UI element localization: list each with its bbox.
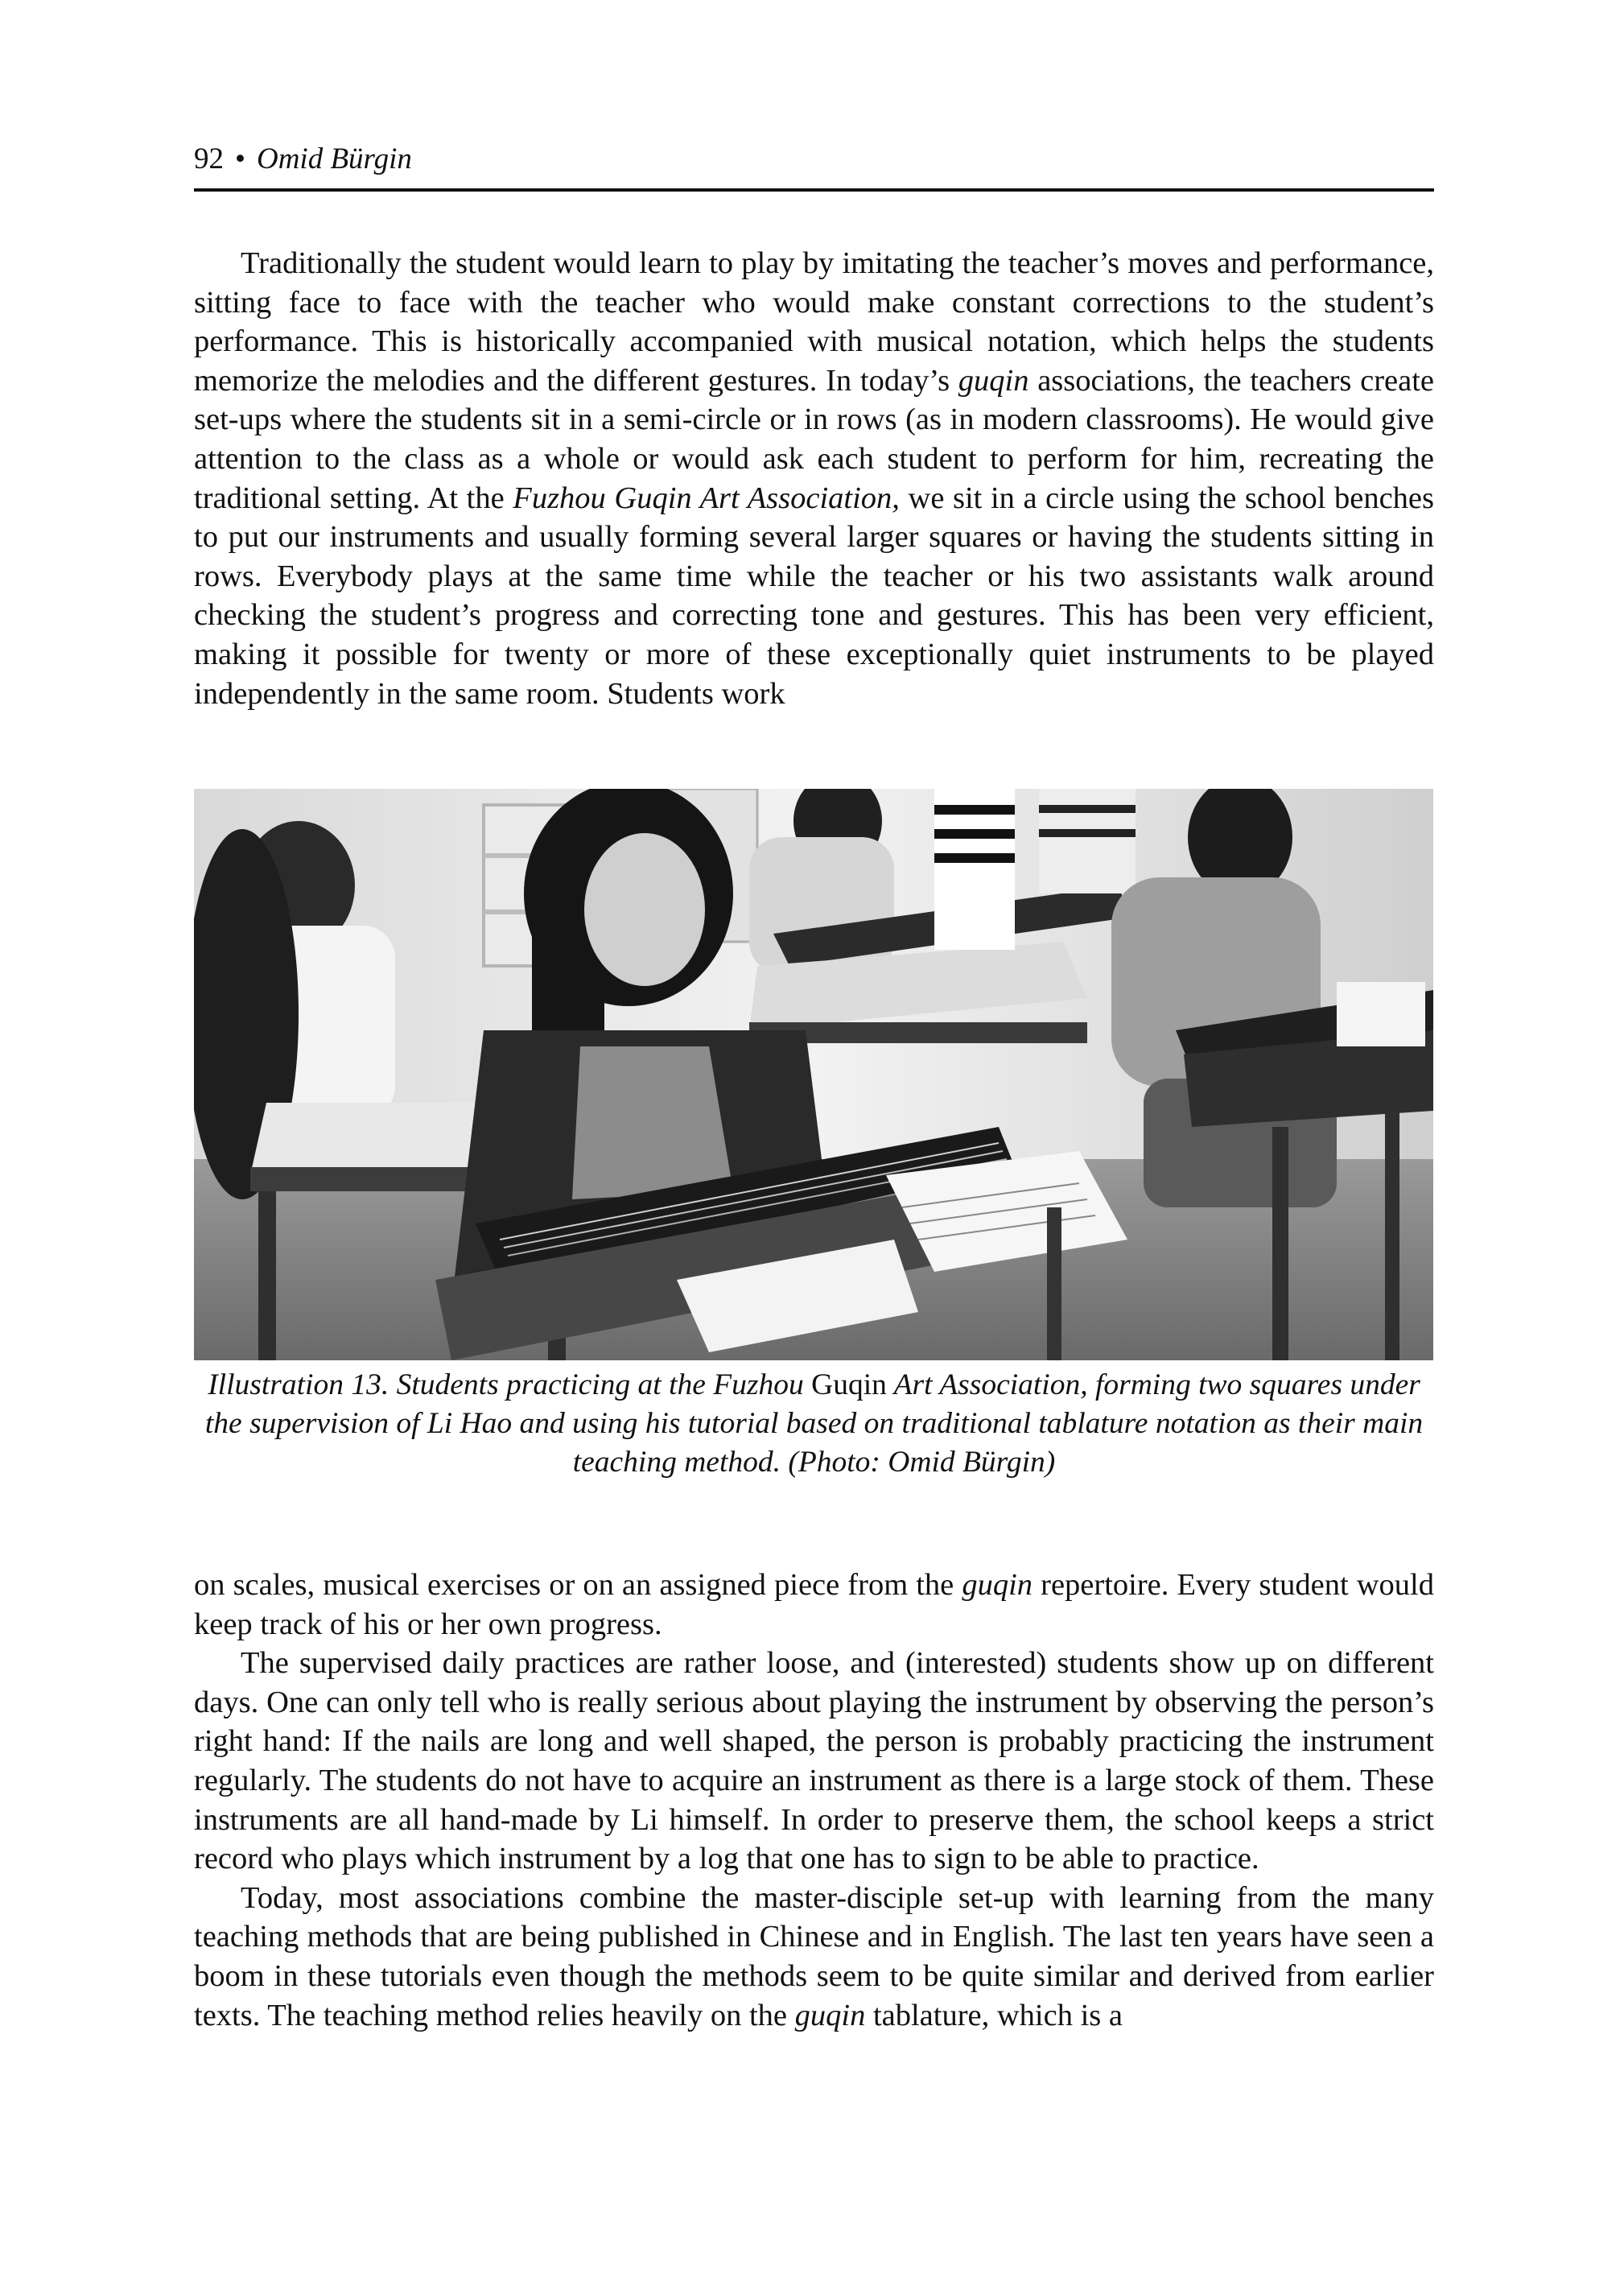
paragraph-4-text-b: tablature, which is a <box>865 1998 1123 2032</box>
body-text-bottom <box>194 1566 1434 2035</box>
paragraph-2-text-a: on scales, musical exercises or on an assigned piece from the <box>194 1568 962 1602</box>
paragraph-1-text-c: we sit in a circle using the school benches to put our instruments and usually forming several larger squares or having the students sitting in rows. Everybody plays at the same time while the teacher or his two assistants walk around checking the student’s progress and correcting tone and gestures. This has been very efficient, making it possible for twenty or more of these exceptionally quiet instruments to be played independently in the same room. Students work <box>194 481 1434 711</box>
paragraph-4 <box>194 1879 1434 2035</box>
running-head-author: Omid Bürgin <box>256 142 412 175</box>
association-name: Fuzhou Guqin Art Association, <box>513 481 900 515</box>
guqin-term: guqin <box>958 363 1029 398</box>
guqin-term: guqin <box>962 1568 1033 1602</box>
paragraph-2 <box>194 1566 1434 1644</box>
header-rule <box>194 188 1434 192</box>
figure-caption <box>194 1366 1434 1482</box>
caption-text-a: Illustration 13. Students practicing at the Fuzhou <box>208 1368 812 1401</box>
header-separator: • <box>235 142 245 175</box>
running-header <box>194 135 1434 187</box>
classroom-photo <box>194 789 1433 1360</box>
guqin-term: guqin <box>794 1998 866 2032</box>
paragraph-1-text-a: Traditionally the student would learn to play by imitating the teacher’s moves and performance, sitting face to face with the teacher who would make constant corrections to the student’s performance. This is historically accompanied with musical notation, which helps the students memorize the melodies and the different gestures. In today’s <box>194 246 1434 398</box>
body-text-top <box>194 244 1434 713</box>
paragraph-2-text-b: repertoire. Every student would keep track of his or her own progress. <box>194 1568 1434 1641</box>
photo-illustration <box>194 789 1433 1360</box>
caption-guqin: Guqin <box>811 1368 887 1401</box>
caption-text-b: Art Association, forming two squares under the supervision of Li Hao and using his tutorial based on traditional tablature notation as their main teaching method. (Photo: Omid Bürgin) <box>204 1368 1424 1479</box>
page-number: 92 <box>194 142 224 175</box>
paragraph-1-text-b: associations, the teachers create set-ups where the students sit in a semi-circle or in rows (as in modern classrooms). He would give attention to the class as a whole or would ask each student to perform for him, recreating the traditional setting. At the <box>194 363 1434 515</box>
paragraph-3: The supervised daily practices are rather loose, and (interested) students show up on different days. One can only tell who is really serious about playing the instrument by observing the person’s right hand: If the nails are long and well shaped, the person is probably practicing the instrument regularly. The students do not have to acquire an instrument as there is a large stock of them. These instruments are all hand-made by Li himself. In order to preserve them, the school keeps a strict record who plays which instrument by a log that one has to sign to be able to practice. <box>194 1646 1434 1876</box>
paragraph-4-text-a: Today, most associations combine the master-disciple set-up with learning from the many teaching methods that are being published in Chinese and in English. The last ten years have seen a boom in these tutorials even though the methods seem to be quite similar and derived from earlier texts. The teaching method relies heavily on the <box>194 1880 1434 2032</box>
paragraph-1 <box>194 244 1434 713</box>
